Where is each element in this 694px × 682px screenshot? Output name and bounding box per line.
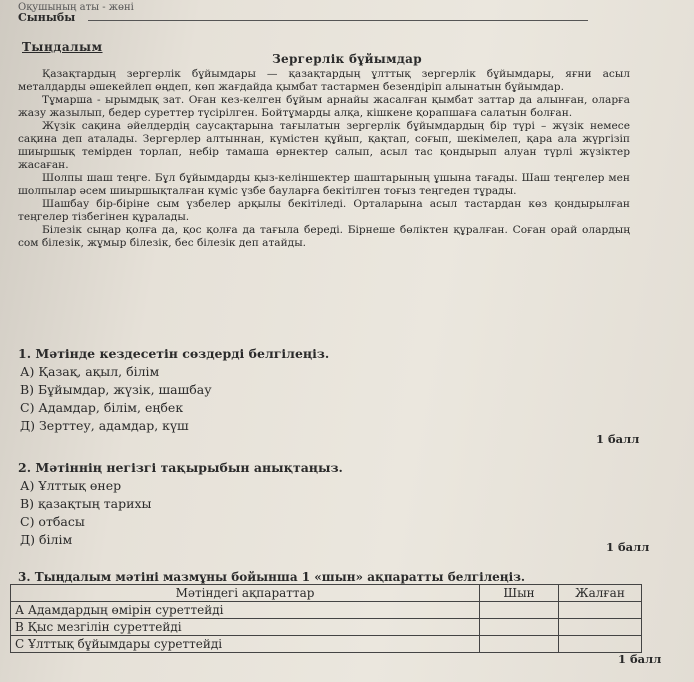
q2-score: 1 балл	[606, 540, 650, 554]
q1-option-c[interactable]: С) Адамдар, білім, еңбек	[20, 400, 184, 415]
true-cell[interactable]	[480, 602, 559, 619]
row-statement: В Қыс мезгілін суреттейді	[11, 619, 480, 636]
false-cell[interactable]	[559, 636, 642, 653]
row-statement: С Ұлттық бұйымдары суреттейді	[11, 636, 480, 653]
true-cell[interactable]	[480, 636, 559, 653]
q1-option-a[interactable]: А) Қазақ, ақыл, білім	[20, 364, 160, 379]
q1-option-b[interactable]: В) Бұйымдар, жүзік, шашбау	[20, 382, 212, 397]
column-header: Мәтіндегі ақпараттар	[11, 585, 480, 602]
student-name-label: Оқушының аты - жөні	[18, 2, 134, 13]
q2-option-d[interactable]: Д) білім	[20, 532, 73, 547]
column-header: Жалған	[559, 585, 642, 602]
question-2: 2. Мәтіннің негізгі тақырыбын анықтаңыз.	[18, 460, 343, 475]
paragraph: Жүзік сақина әйелдердің саусақтарына тағылатын зергерлік бұйымдардың бір түрі – жүзік немесе сақина деп аталады. Зергерлер алтыннан, күмістен құйып, қақтап, соғып, шекімелеп, қара ала жүргізіп шиыршық темірден торлап, небір тамаша өрнектер салып, асыл тас қондырып алуан түрлі жүзіктер жасаған.	[18, 120, 630, 171]
q1-option-d[interactable]: Д) Зерттеу, адамдар, күш	[20, 418, 189, 433]
table-row	[11, 636, 642, 653]
class-answer-line	[88, 20, 588, 21]
false-cell[interactable]	[559, 619, 642, 636]
true-cell[interactable]	[480, 619, 559, 636]
q2-option-a[interactable]: А) Ұлттық өнер	[20, 478, 122, 493]
paragraph: Білезік сыңар қолға да, қос қолға да тағыла береді. Бірнеше бөліктен құралған. Соған орай олардың сом білезік, жұмыр білезік, бес білезік деп атайды.	[18, 224, 630, 249]
q2-option-b[interactable]: В) қазақтың тарихы	[20, 496, 152, 511]
answer-table	[10, 584, 642, 653]
section-title: Тыңдалым	[22, 40, 103, 54]
paragraph: Шашбау бір-біріне сым үзбелер арқылы бекітіледі. Орталарына асыл тастардан көз қондырылған теңгелер тізбегінен құралады.	[18, 198, 630, 223]
q2-option-c[interactable]: С) отбасы	[20, 514, 85, 529]
paragraph: Қазақтардың зергерлік бұйымдары — қазақтардың ұлттық зергерлік бұйымдары, яғни асыл металдарды әшекейлеп өңдеп, көп жағдайда қымбат тастармен безендіріп алынатын бұйымдар.	[18, 68, 630, 93]
row-statement: А Адамдардың өмірін суреттейді	[11, 602, 480, 619]
paragraph: Шолпы шаш теңге. Бұл бұйымдарды қыз-келіншектер шаштарының ұшына тағады. Шаш теңгелер мен шолпылар әсем шиыршықталған күміс үзбе бауларға бекітілген тоғыз теңгеден тұрады.	[18, 172, 630, 197]
table-row	[11, 602, 642, 619]
question-3: 3. Тыңдалым мәтіні мазмұны бойынша 1 «шын» ақпаратты белгілеңіз.	[18, 570, 526, 584]
table-header-row	[11, 585, 642, 602]
question-1: 1. Мәтінде кездесетін сөздерді белгілеңіз.	[18, 346, 330, 361]
false-cell[interactable]	[559, 602, 642, 619]
text-title: Зергерлік бұйымдар	[272, 52, 422, 66]
column-header: Шын	[480, 585, 559, 602]
q1-score: 1 балл	[596, 432, 640, 446]
paragraph: Тұмарша - ырымдық зат. Оған кез-келген бұйым арнайы жасалған қымбат заттар да алынған, оларға жазу жазылып, бедер суреттер түсірілген. Бойтұмарды алқа, кішкене қорапшаға салатын болған.	[18, 94, 630, 119]
q3-score: 1 балл	[618, 652, 662, 666]
class-label: Сыныбы	[18, 11, 76, 24]
table-row	[11, 619, 642, 636]
student-header	[18, 2, 674, 26]
reading-text	[18, 68, 630, 250]
